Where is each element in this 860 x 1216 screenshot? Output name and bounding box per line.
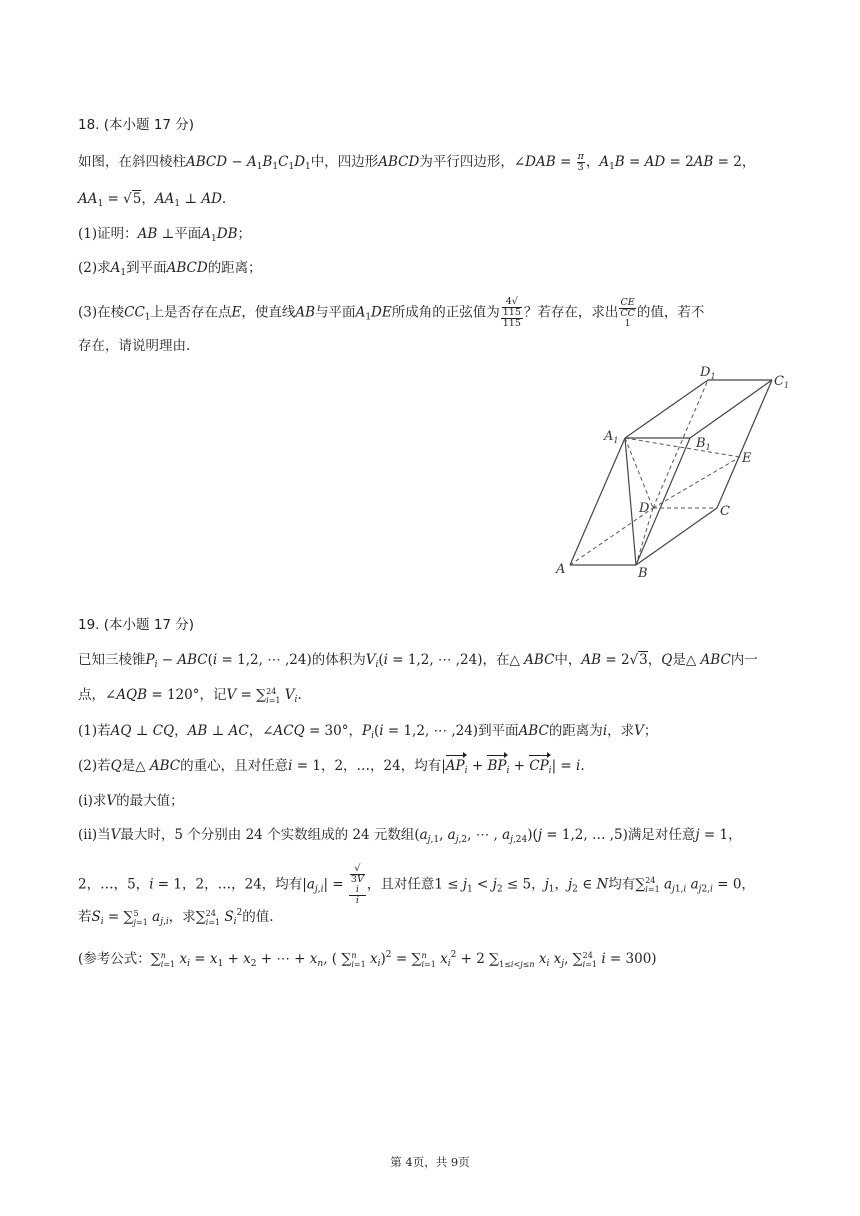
q19-part2-i: (i)求V的最大值；	[78, 793, 184, 809]
q19-intro-line2: 点，∠AQB = 120°，记V = ∑ 24 i=1 $V_i$.	[78, 686, 302, 705]
q19-part2-ii-line3: 若$S_i$ = ∑ 5 j=1 $a_{j,i}$，求∑ 24 i=1 $S_i^2$的值.	[78, 908, 274, 927]
page-footer: 第 4页，共 9页	[390, 1155, 470, 1169]
q19-part2-ii-line1: (ii)当V最大时，5 个分别由 24 个实数组成的 24 元数组($a_{j,1}$, $a_{j,2}$, ⋯ , $a_{j,24})(j = 1,2$, … ,5)满足对任意j = 1，	[78, 827, 742, 845]
q19-intro-line1: 已知三棱锥$P_i - ABC(i = 1,2$, ⋯ ,24)的体积为$V_i(i = 1,2$, ⋯ ,24)，在△ ABC中，AB = 2√3，Q是△ ABC内一	[78, 652, 758, 670]
q19-part2: (2)若Q是△ ABC的重心，且对任意i = 1，2，…，24，均有$|AP_i + BP_i + CP_i| = i$.	[78, 758, 585, 776]
label-A1: $A_1$	[604, 429, 619, 445]
q18-part3-line2: 存在，请说明理由.	[78, 338, 191, 354]
segment-A1B	[625, 438, 636, 565]
q18-part1: (1)证明：AB ⊥平面$A_1DB$；	[78, 226, 252, 244]
q18-part3-line1: (3)在棱$CC_1$上是否存在点E，使直线AB与平面$A_1DE$所成角的正弦值为 4√ 115 115 ？若存在，求出 CE CC 1 的值，若不	[78, 296, 705, 329]
hidden-DB	[636, 508, 653, 565]
label-D: D	[639, 501, 650, 516]
hidden-DE	[653, 457, 740, 508]
q18-part2: (2)求$A_1$到平面ABCD的距离；	[78, 260, 262, 278]
label-E: E	[742, 451, 752, 466]
q18-intro-line2: $AA_1 = √5$，$AA_1$ ⊥ AD.	[78, 191, 227, 209]
q19-part2-ii-line2: 2，…，5，i = 1，2，…，24，均有$|a_{j,i}|$ = √ 3V i i ，且对任意$1 \le j_1 < j_2 \le 5$，$j_1$，$j_2$ ∈ N均有∑ 24 i=1 $a_{j1,i}$ $a_{j2,i} = 0$，	[78, 863, 755, 906]
q19-heading: 19. (本小题 17 分)	[78, 617, 195, 633]
label-B: B	[638, 566, 648, 581]
label-C1: $C_1$	[774, 374, 790, 390]
edge-AA1	[570, 438, 625, 565]
label-D1: $D_1$	[700, 365, 716, 381]
label-C: C	[720, 504, 730, 519]
label-B1: $B_1$	[696, 436, 711, 452]
hidden-A1D	[625, 438, 653, 508]
q18-heading: 18. (本小题 17 分)	[78, 117, 195, 133]
label-A: A	[556, 562, 566, 577]
q19-part1: (1)若AQ ⊥ CQ，AB ⊥ AC，∠ACQ = 30°，$P_i(i = 1,2$, ⋯ ,24)到平面ABC的距离为i，求V；	[78, 723, 658, 741]
q19-reference-formula: (参考公式：∑ n i=1 $x_i = x_1 + x_2$ + ⋯ + $x_n$, ( ∑ n i=1 $x_i)^2$ = ∑ n i=1 $x_i^2 + 2$ ∑ 1≤i<j≤n $x_i$ $x_j$, ∑ 24 i=1 i = 300)	[78, 950, 657, 969]
q18-intro-line1: 如图，在斜四棱柱ABCD − $A_1B_1C_1D_1$中，四边形ABCD为平行四边形，∠DAB = $\frac{\pi}{3}$ ，$A_1B$ = AD = 2AB = 2，	[78, 151, 756, 173]
prism-figure	[548, 354, 798, 584]
